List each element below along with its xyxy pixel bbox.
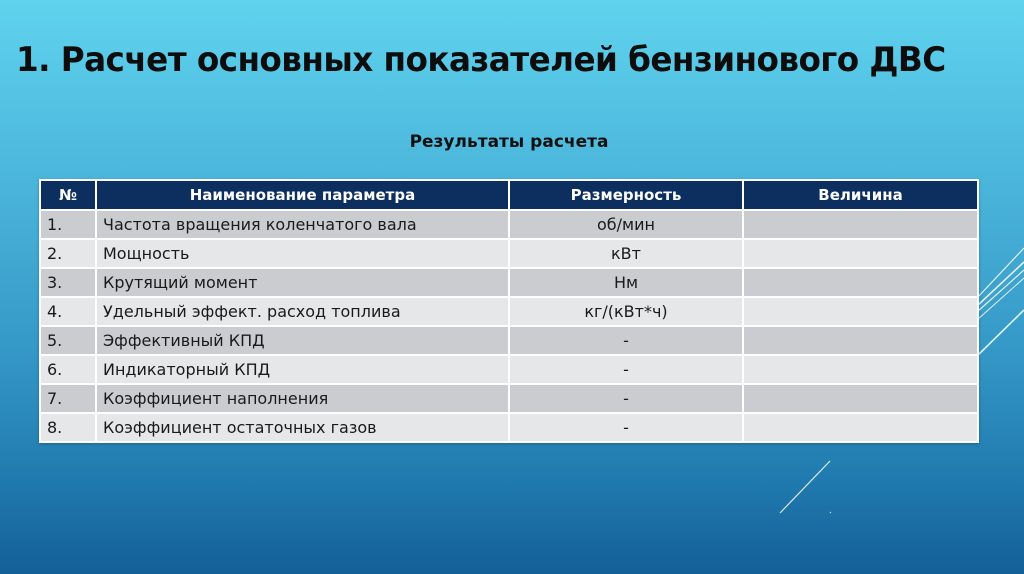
row-name: Удельный эффект. расход топлива [96,297,509,326]
row-value [743,355,978,384]
row-name: Коэффициент остаточных газов [96,413,509,442]
row-unit: кВт [509,239,743,268]
row-num: 5. [40,326,96,355]
row-unit: Нм [509,268,743,297]
row-num: 6. [40,355,96,384]
row-name: Коэффициент наполнения [96,384,509,413]
row-name: Частота вращения коленчатого вала [96,210,509,239]
row-name: Индикаторный КПД [96,355,509,384]
row-num: 7. [40,384,96,413]
row-unit: кг/(кВт*ч) [509,297,743,326]
table-caption: Результаты расчета [409,132,609,152]
table-row [40,297,978,326]
header-unit: Размерность [509,180,743,210]
table-row [40,210,978,239]
row-value [743,268,978,297]
row-value [743,297,978,326]
header-num: № [40,180,96,210]
header-value: Величина [743,180,978,210]
row-unit: - [509,355,743,384]
row-value [743,384,978,413]
row-num: 4. [40,297,96,326]
row-unit: - [509,413,743,442]
row-value [743,210,978,239]
table-row [40,268,978,297]
page-title: 1. Расчет основных показателей бензинового ДВС [16,40,946,80]
table-row [40,239,978,268]
row-value [743,239,978,268]
header-name: Наименование параметра [96,180,509,210]
row-num: 8. [40,413,96,442]
table-row [40,413,978,442]
results-table [39,179,979,443]
table-row [40,326,978,355]
row-num: 1. [40,210,96,239]
table-header-row [40,180,978,210]
row-name: Эффективный КПД [96,326,509,355]
row-num: 3. [40,268,96,297]
table-row [40,384,978,413]
row-value [743,413,978,442]
row-name: Мощность [96,239,509,268]
row-num: 2. [40,239,96,268]
row-unit: - [509,326,743,355]
row-name: Крутящий момент [96,268,509,297]
row-unit: об/мин [509,210,743,239]
row-unit: - [509,384,743,413]
row-value [743,326,978,355]
table-row [40,355,978,384]
